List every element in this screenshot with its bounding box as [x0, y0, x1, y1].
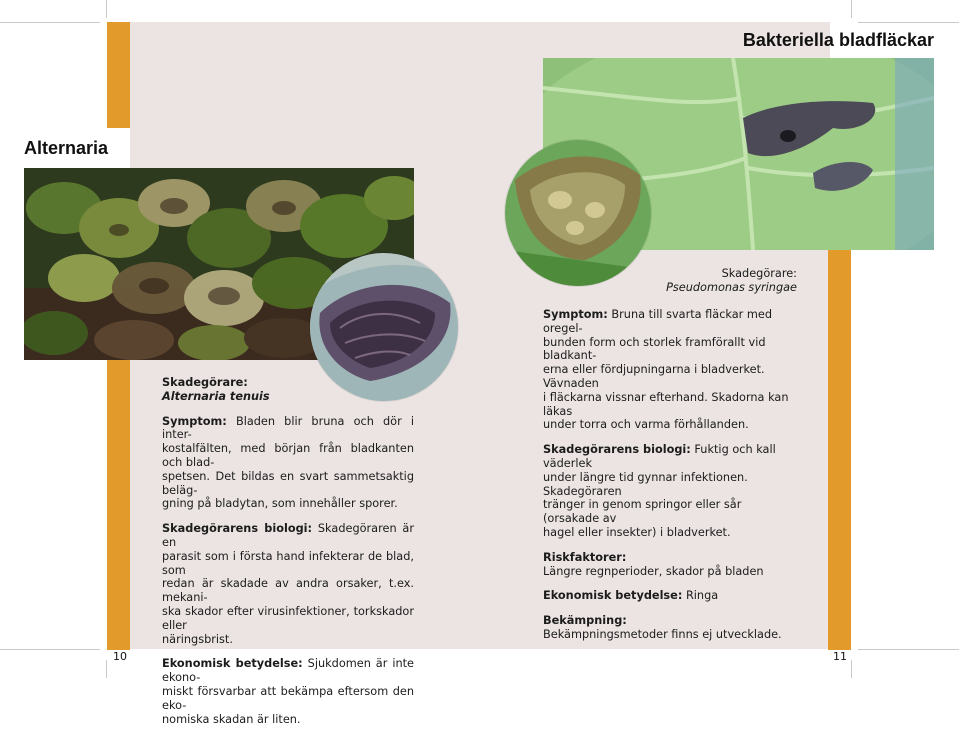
biology-label: Skadegörarens biologi: [543, 443, 691, 457]
symptom-line: kostalfälten, med början från bladkanten och blad- [162, 442, 414, 469]
biology-label: Skadegörarens biologi: [162, 522, 313, 536]
biology-paragraph [543, 443, 798, 540]
biology-line: Skadegöraren är en [162, 522, 414, 549]
page-number-right: 11 [833, 650, 847, 663]
risk-label: Riskfaktorer: [543, 550, 627, 564]
biology-line: näringsbrist. [162, 632, 233, 646]
bacterial-text-column [543, 308, 798, 653]
pathogen-paragraph [162, 376, 414, 404]
economic-paragraph [543, 589, 798, 603]
pathogen-label: Skadegörare: [721, 267, 797, 280]
page-title-alternaria: Alternaria [24, 138, 109, 158]
pathogen-name: Alternaria tenuis [162, 389, 270, 403]
symptom-paragraph [162, 415, 414, 512]
economic-label: Ekonomisk betydelse: [543, 589, 683, 603]
pathogen-name: Pseudomonas syringae [666, 281, 797, 294]
crop-mark [0, 22, 100, 23]
economic-line: nomiska skadan är liten. [162, 712, 301, 726]
biology-line: tränger in genom springor eller sår (orsakade av [543, 498, 742, 526]
economic-paragraph [162, 657, 414, 726]
control-paragraph [543, 614, 798, 642]
biology-line: hagel eller insekter) i bladverket. [543, 525, 731, 539]
symptom-line: Bladen blir bruna och dör i inter- [162, 414, 414, 442]
bacterial-leaf-closeup [505, 140, 651, 286]
biology-line: under längre tid gynnar infektionen. Skadegöraren [543, 470, 748, 498]
economic-line: miskt försvarbar att bekämpa eftersom den eko- [162, 684, 414, 712]
symptom-line: gning på bladytan, som innehåller sporer. [162, 497, 398, 511]
accent-bar-right [828, 248, 851, 650]
crop-mark [858, 649, 959, 650]
symptom-line: under torra och varma förhållanden. [543, 418, 749, 432]
biology-line: ska skador efter virusinfektioner, torkskador eller [162, 604, 414, 632]
crop-mark [851, 660, 852, 678]
crop-mark [106, 660, 107, 678]
pathogen-bacterial [666, 267, 797, 295]
biology-line: parasit som i första hand infekterar de blad, som [162, 549, 414, 577]
accent-bar-left-top [107, 22, 130, 128]
biology-paragraph [162, 522, 414, 646]
biology-line: Fuktig och kall väderlek [543, 443, 776, 470]
control-text: Bekämpningsmetoder finns ej utvecklade. [543, 627, 782, 641]
accent-bar-left-bottom [107, 360, 130, 650]
crop-mark [851, 0, 852, 18]
symptom-line: i fläckarna vissnar efterhand. Skadorna kan läkas [543, 390, 789, 418]
biology-line: redan är skadade av andra orsaker, t.ex. mekani- [162, 577, 414, 605]
page-number-left: 10 [113, 650, 127, 663]
symptom-line: bunden form och storlek framförallt vid bladkant- [543, 335, 766, 363]
crop-mark [858, 22, 959, 23]
symptom-label: Symptom: [162, 414, 227, 428]
crop-mark [0, 649, 100, 650]
economic-text: Ringa [685, 589, 719, 603]
control-label: Bekämpning: [543, 614, 627, 628]
economic-line: Sjukdomen är inte ekono- [162, 657, 415, 685]
alternaria-text-column [162, 376, 414, 737]
symptom-label: Symptom: [543, 308, 608, 321]
symptom-line: erna eller fördjupningarna i bladverket. Vävnaden [543, 363, 765, 390]
symptom-paragraph [543, 308, 798, 432]
risk-text: Längre regnperioder, skador på bladen [543, 564, 764, 578]
pathogen-label: Skadegörare: [162, 376, 248, 389]
economic-label: Ekonomisk betydelse: [162, 657, 303, 671]
risk-paragraph [543, 551, 798, 579]
symptom-line: Bruna till svarta fläckar med oregel- [543, 308, 773, 335]
crop-mark [106, 0, 107, 18]
page-title-bacterial: Bakteriella bladfläckar [742, 30, 934, 50]
symptom-line: spetsen. Det bildas en svart sammetsaktig beläg- [162, 469, 414, 497]
